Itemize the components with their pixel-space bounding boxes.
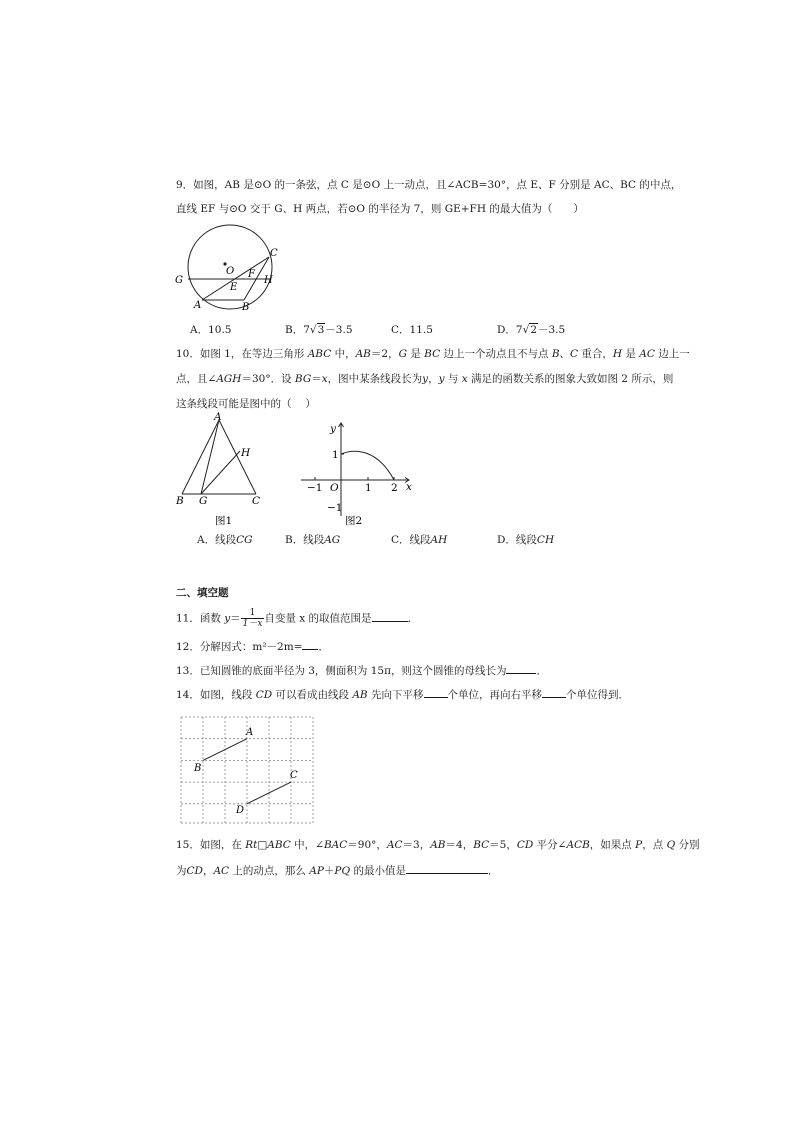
q9-option-d[interactable] <box>497 323 565 337</box>
q10-option-d[interactable]: D．线段CH <box>497 534 555 546</box>
q15-blank[interactable] <box>406 863 488 874</box>
grid-label-c: C <box>290 770 298 781</box>
q11-fraction: $\frac{1}{1-x}$ <box>242 608 263 629</box>
fig1-label-h: H <box>241 447 251 459</box>
fig2-label-x1: 1 <box>365 482 372 494</box>
q9-circle-figure <box>172 222 282 314</box>
q13-blank[interactable] <box>506 663 536 674</box>
fig2-label-x2: 2 <box>391 482 398 494</box>
q12-line: 12．分解因式：m²－2m= ． <box>176 641 329 653</box>
q10-option-c[interactable]: C．线段AH <box>391 534 448 546</box>
q10-fig2-graph <box>296 418 421 530</box>
fig2-caption: 图2 <box>345 515 363 527</box>
q10-line2: 点，且∠AGH＝30°．设 BG＝x，图中某条线段长为y，y 与 x 满足的函数关系的图象大致如图 2 所示，则 <box>176 373 674 385</box>
fig1-label-c: C <box>252 495 261 507</box>
section-title: 二、填空题 <box>176 587 229 599</box>
label-o: O <box>226 266 235 277</box>
q12-blank[interactable] <box>302 639 318 650</box>
label-g: G <box>175 275 183 286</box>
q11-line: 11．函数 y＝ $\frac{1}{1-x}$ 自变量 x 的取值范围是 ． <box>176 608 419 629</box>
fig2-label-y: y <box>330 423 336 435</box>
q10-option-b[interactable]: B．线段AG <box>285 534 341 546</box>
q10-line3: 这条线段可能是图中的（ ） <box>176 398 316 410</box>
q14-blank-right[interactable] <box>542 687 566 698</box>
q9-line2: 直线 EF 与⊙O 交于 G、H 两点，若⊙O 的半径为 7，则 GE+FH 的最大值为（ ） <box>176 203 584 215</box>
fig1-label-b: B <box>176 495 184 507</box>
q15-line2: 为CD，AC 上的动点，那么 AP＋PQ 的最小值是 ． <box>176 865 499 877</box>
q9-option-a[interactable]: A．10.5 <box>190 324 232 336</box>
fig1-caption: 图1 <box>215 515 233 527</box>
q15-line1: 15．如图，在 Rt□ABC 中，∠BAC＝90°，AC＝3，AB＝4，BC＝5，CD 平分∠ACB，如果点 P，点 Q 分别 <box>176 839 700 851</box>
q14-blank-down[interactable] <box>424 687 448 698</box>
fig2-label-neg1y: −1 <box>327 502 343 514</box>
fig2-label-origin: O <box>330 482 339 494</box>
label-f: F <box>248 269 255 280</box>
fig2-label-neg1x: −1 <box>307 482 323 494</box>
fig1-label-a: A <box>214 411 222 423</box>
label-c: C <box>270 248 278 259</box>
fig2-label-1: 1 <box>332 449 339 461</box>
fig1-label-g: G <box>199 495 208 507</box>
fig2-label-x: x <box>406 481 412 493</box>
q13-line: 13．已知圆锥的底面半径为 3，侧面积为 15π，则这个圆锥的母线长为 ． <box>176 665 547 677</box>
q14-grid-figure <box>180 716 316 824</box>
q9-option-b-suffix: －3.5 <box>325 324 353 336</box>
label-a: A <box>194 300 202 311</box>
function-curve <box>341 451 394 480</box>
q11-blank[interactable] <box>372 611 408 622</box>
grid-label-a: A <box>246 727 254 738</box>
label-e: E <box>230 282 238 293</box>
grid-label-d: D <box>236 805 245 816</box>
label-h: H <box>264 275 273 286</box>
q9-option-d-prefix: D．7 <box>497 324 523 336</box>
q9-option-d-sqrt: √2 <box>522 324 537 336</box>
q9-option-b-sqrt: √3 <box>309 324 325 336</box>
q10-line1: 10．如图 1，在等边三角形 ABC 中，AB＝2，G 是 BC 边上一个动点且不与点 B、C 重合，H 是 AC 边上一 <box>176 348 690 360</box>
q10-fig1-triangle <box>172 410 267 530</box>
q9-option-c[interactable]: C．11.5 <box>391 324 433 336</box>
q10-option-a[interactable]: A．线段CG <box>197 534 253 546</box>
q9-option-d-suffix: －3.5 <box>538 324 566 336</box>
grid-label-b: B <box>194 763 202 774</box>
q14-line: 14．如图，线段 CD 可以看成由线段 AB 先向下平移 个单位，再向右平移 个单位得到． <box>176 689 629 701</box>
q9-line1: 9．如图，AB 是⊙O 的一条弦，点 C 是⊙O 上一动点，且∠ACB=30°，点 E、F 分别是 AC、BC 的中点， <box>176 179 682 191</box>
q9-option-b-prefix: B．7 <box>285 324 310 336</box>
q9-option-b[interactable] <box>285 323 353 337</box>
label-b: B <box>242 302 250 313</box>
